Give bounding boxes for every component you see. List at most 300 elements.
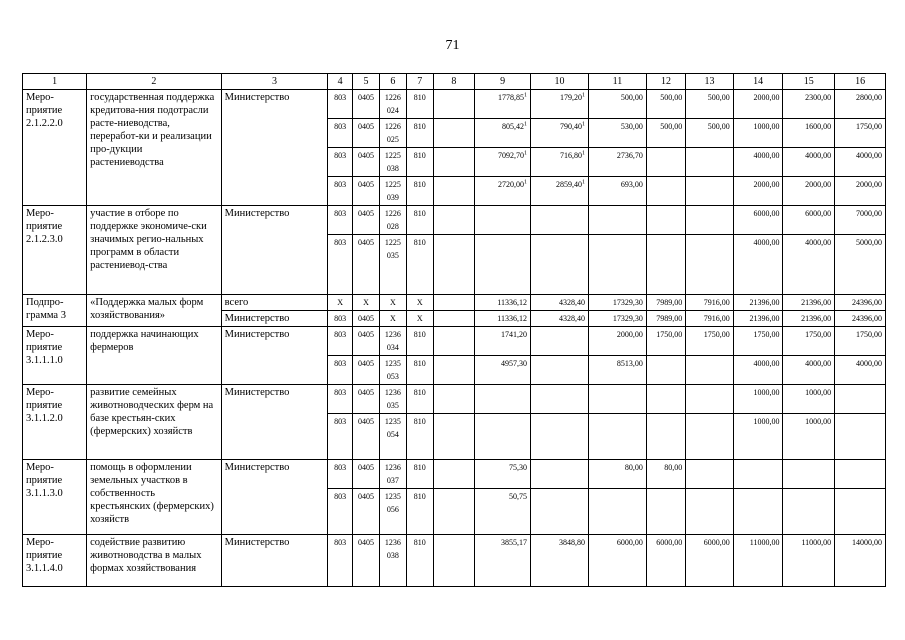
value-text: 3848,80 — [558, 538, 585, 547]
value-c9 — [475, 489, 531, 535]
code-c4: Х — [328, 295, 353, 311]
value-c16 — [835, 385, 886, 414]
value-text: 500,00 — [660, 122, 683, 131]
table-row — [23, 460, 886, 489]
code-c7: 810 — [406, 327, 433, 356]
column-number-15: 15 — [783, 74, 835, 90]
code-c6: 1226 024 — [379, 90, 406, 119]
value-text: 7989,00 — [656, 298, 683, 307]
value-c9 — [475, 295, 531, 311]
value-c9 — [475, 385, 531, 414]
value-text: 179,20 — [559, 93, 582, 102]
value-c10 — [531, 90, 589, 119]
footnote-mark: 1 — [581, 121, 585, 128]
value-text: 7092,70 — [498, 151, 524, 160]
value-c9 — [475, 327, 531, 356]
value-text: 7916,00 — [703, 314, 730, 323]
page-number: 71 — [445, 38, 460, 53]
value-c16 — [835, 119, 886, 148]
value-c10 — [531, 295, 589, 311]
value-text: 6000,00 — [656, 538, 683, 547]
code-c6: 1236 037 — [379, 460, 406, 489]
column-number-14: 14 — [733, 74, 783, 90]
value-text: 11336,12 — [497, 314, 527, 323]
value-c11 — [588, 235, 646, 295]
code-c5: 0405 — [353, 177, 380, 206]
value-c11 — [588, 177, 646, 206]
code-c8 — [433, 206, 474, 235]
value-c12 — [646, 385, 685, 414]
value-text: 500,00 — [707, 93, 730, 102]
activity-code: Меро-приятие 2.1.2.3.0 — [23, 206, 87, 295]
value-c10 — [531, 356, 589, 385]
value-c9 — [475, 356, 531, 385]
column-number-6: 6 — [379, 74, 406, 90]
code-c8 — [433, 489, 474, 535]
value-text: 1750,00 — [703, 330, 730, 339]
value-text: 1000,00 — [805, 417, 832, 426]
value-c13 — [686, 327, 734, 356]
code-c4: 803 — [328, 460, 353, 489]
value-c12 — [646, 460, 685, 489]
table-row — [23, 385, 886, 414]
value-text: 21396,00 — [801, 314, 832, 323]
value-c15 — [783, 460, 835, 489]
value-c11 — [588, 327, 646, 356]
value-c10 — [531, 235, 589, 295]
value-c13 — [686, 206, 734, 235]
value-c15 — [783, 311, 835, 327]
value-text: 17329,30 — [612, 298, 643, 307]
value-text: 11336,12 — [497, 298, 527, 307]
value-c14 — [733, 356, 783, 385]
code-c4: 803 — [328, 535, 353, 587]
table-row — [23, 295, 886, 311]
code-c6: 1225 035 — [379, 235, 406, 295]
activity-name: развитие семейных животноводческих ферм на базе крестьян-ских (фермерских) хозяйств — [87, 385, 222, 460]
column-number-10: 10 — [531, 74, 589, 90]
code-c6: 1226 025 — [379, 119, 406, 148]
column-number-11: 11 — [588, 74, 646, 90]
value-text: 1000,00 — [805, 388, 832, 397]
activity-name: помощь в оформлении земельных участков в собственность крестьянских (фермерских) хозяйств — [87, 460, 222, 535]
value-c11 — [588, 385, 646, 414]
code-c6: 1226 028 — [379, 206, 406, 235]
value-c9 — [475, 148, 531, 177]
code-c5: 0405 — [353, 148, 380, 177]
executor: Министерство — [221, 311, 328, 327]
value-text: 1000,00 — [753, 388, 780, 397]
code-c5: 0405 — [353, 535, 380, 587]
code-c8 — [433, 148, 474, 177]
code-c6: 1236 035 — [379, 385, 406, 414]
code-c4: 803 — [328, 235, 353, 295]
value-text: 17329,30 — [612, 314, 643, 323]
value-c10 — [531, 460, 589, 489]
footnote-mark: 1 — [581, 150, 585, 157]
column-number-16: 16 — [835, 74, 886, 90]
value-text: 4000,00 — [753, 238, 780, 247]
value-text: 21396,00 — [801, 298, 832, 307]
value-c13 — [686, 295, 734, 311]
value-c10 — [531, 148, 589, 177]
code-c7: Х — [406, 311, 433, 327]
value-text: 4000,00 — [856, 359, 882, 368]
value-text: 7000,00 — [856, 209, 882, 218]
value-c13 — [686, 414, 734, 460]
code-c4: 803 — [328, 177, 353, 206]
code-c8 — [433, 311, 474, 327]
value-c10 — [531, 385, 589, 414]
value-c15 — [783, 119, 835, 148]
activity-code: Меро-приятие 2.1.2.2.0 — [23, 90, 87, 206]
budget-table — [22, 73, 886, 587]
executor: Министерство — [221, 385, 328, 460]
code-c8 — [433, 460, 474, 489]
column-number-1: 1 — [23, 74, 87, 90]
value-c13 — [686, 356, 734, 385]
value-text: 21396,00 — [749, 314, 780, 323]
code-c7: 810 — [406, 206, 433, 235]
value-c12 — [646, 90, 685, 119]
value-text: 500,00 — [660, 93, 683, 102]
value-c14 — [733, 535, 783, 587]
code-c8 — [433, 235, 474, 295]
value-c16 — [835, 235, 886, 295]
code-c4: 803 — [328, 414, 353, 460]
code-c6: Х — [379, 295, 406, 311]
code-c8 — [433, 385, 474, 414]
value-c15 — [783, 356, 835, 385]
value-c12 — [646, 235, 685, 295]
value-c16 — [835, 148, 886, 177]
table-header — [23, 74, 886, 90]
code-c6: 1225 038 — [379, 148, 406, 177]
value-text: 24396,00 — [852, 298, 882, 307]
code-c7: 810 — [406, 235, 433, 295]
value-text: 1750,00 — [856, 122, 882, 131]
value-text: 6000,00 — [805, 209, 832, 218]
value-c16 — [835, 327, 886, 356]
code-c4: 803 — [328, 90, 353, 119]
value-text: 21396,00 — [749, 298, 780, 307]
value-c15 — [783, 148, 835, 177]
value-c9 — [475, 311, 531, 327]
footnote-mark: 1 — [524, 121, 527, 128]
value-c9 — [475, 414, 531, 460]
value-text: 2000,00 — [616, 330, 643, 339]
executor: Министерство — [221, 460, 328, 535]
column-number-3: 3 — [221, 74, 328, 90]
value-c15 — [783, 235, 835, 295]
value-c13 — [686, 119, 734, 148]
activity-code: Меро-приятие 3.1.1.1.0 — [23, 327, 87, 385]
value-text: 4000,00 — [856, 151, 882, 160]
value-c12 — [646, 206, 685, 235]
code-c4: 803 — [328, 327, 353, 356]
table-row — [23, 327, 886, 356]
value-c14 — [733, 206, 783, 235]
footnote-mark: 1 — [524, 179, 527, 186]
activity-name: содействие развитию животноводства в малых формах хозяйствования — [87, 535, 222, 587]
value-c15 — [783, 177, 835, 206]
footnote-mark: 1 — [581, 92, 585, 99]
value-c14 — [733, 177, 783, 206]
executor: Министерство — [221, 90, 328, 206]
value-c14 — [733, 489, 783, 535]
value-c16 — [835, 295, 886, 311]
value-text: 2000,00 — [805, 180, 832, 189]
code-c5: 0405 — [353, 90, 380, 119]
code-c4: 803 — [328, 489, 353, 535]
table-row — [23, 535, 886, 587]
value-c11 — [588, 295, 646, 311]
value-text: 6000,00 — [616, 538, 643, 547]
code-c7: 810 — [406, 177, 433, 206]
value-text: 11000,00 — [801, 538, 832, 547]
value-c9 — [475, 90, 531, 119]
column-number-13: 13 — [686, 74, 734, 90]
code-c7: Х — [406, 295, 433, 311]
value-c16 — [835, 90, 886, 119]
activity-name: участие в отборе по поддержке экономиче-ски значимых регио-нальных программ в области растениевод-ства — [87, 206, 222, 295]
table-row — [23, 206, 886, 235]
value-text: 4000,00 — [805, 238, 832, 247]
value-c12 — [646, 535, 685, 587]
value-text: 2800,00 — [856, 93, 882, 102]
value-c11 — [588, 460, 646, 489]
value-c12 — [646, 119, 685, 148]
value-c13 — [686, 235, 734, 295]
activity-code: Меро-приятие 3.1.1.4.0 — [23, 535, 87, 587]
value-text: 1778,85 — [498, 93, 524, 102]
value-c11 — [588, 206, 646, 235]
value-c9 — [475, 206, 531, 235]
value-c15 — [783, 385, 835, 414]
column-number-12: 12 — [646, 74, 685, 90]
value-text: 11000,00 — [749, 538, 780, 547]
code-c5: 0405 — [353, 414, 380, 460]
activity-code: Подпро-грамма 3 — [23, 295, 87, 327]
value-c13 — [686, 148, 734, 177]
value-text: 2000,00 — [753, 180, 780, 189]
value-text: 80,00 — [624, 463, 643, 472]
code-c5: 0405 — [353, 206, 380, 235]
value-c14 — [733, 148, 783, 177]
value-text: 5000,00 — [856, 238, 882, 247]
value-c14 — [733, 460, 783, 489]
value-c13 — [686, 385, 734, 414]
value-text: 4957,30 — [501, 359, 527, 368]
executor: Министерство — [221, 206, 328, 295]
code-c8 — [433, 535, 474, 587]
activity-code: Меро-приятие 3.1.1.2.0 — [23, 385, 87, 460]
table-body — [23, 90, 886, 587]
value-c16 — [835, 535, 886, 587]
column-number-5: 5 — [353, 74, 380, 90]
code-c5: Х — [353, 295, 380, 311]
code-c7: 810 — [406, 414, 433, 460]
value-text: 7916,00 — [703, 298, 730, 307]
activity-name: «Поддержка малых форм хозяйствования» — [87, 295, 222, 327]
code-c6: 1235 056 — [379, 489, 406, 535]
value-c10 — [531, 535, 589, 587]
value-c13 — [686, 489, 734, 535]
value-text: 500,00 — [707, 122, 730, 131]
value-c14 — [733, 414, 783, 460]
value-text: 4000,00 — [805, 359, 832, 368]
value-text: 80,00 — [664, 463, 683, 472]
value-c13 — [686, 177, 734, 206]
value-text: 1600,00 — [805, 122, 832, 131]
code-c8 — [433, 414, 474, 460]
code-c7: 810 — [406, 90, 433, 119]
value-c13 — [686, 90, 734, 119]
executor: Министерство — [221, 327, 328, 385]
value-c10 — [531, 311, 589, 327]
value-text: 1000,00 — [753, 122, 780, 131]
value-text: 790,40 — [559, 122, 582, 131]
value-c11 — [588, 414, 646, 460]
value-c10 — [531, 489, 589, 535]
code-c8 — [433, 90, 474, 119]
code-c5: 0405 — [353, 327, 380, 356]
footnote-mark: 1 — [524, 150, 527, 157]
executor: Министерство — [221, 535, 328, 587]
code-c7: 810 — [406, 460, 433, 489]
value-text: 2859,40 — [555, 180, 582, 189]
value-c15 — [783, 90, 835, 119]
value-c12 — [646, 148, 685, 177]
value-c12 — [646, 295, 685, 311]
column-number-9: 9 — [475, 74, 531, 90]
value-c12 — [646, 327, 685, 356]
value-c16 — [835, 414, 886, 460]
column-number-2: 2 — [87, 74, 222, 90]
value-c15 — [783, 489, 835, 535]
code-c7: 810 — [406, 119, 433, 148]
code-c6: Х — [379, 311, 406, 327]
value-text: 693,00 — [620, 180, 643, 189]
code-c4: 803 — [328, 385, 353, 414]
value-c15 — [783, 327, 835, 356]
code-c5: 0405 — [353, 311, 380, 327]
code-c4: 803 — [328, 311, 353, 327]
value-text: 4000,00 — [753, 359, 780, 368]
value-text: 8513,00 — [616, 359, 643, 368]
value-text: 2720,00 — [498, 180, 524, 189]
value-c12 — [646, 414, 685, 460]
code-c6: 1235 054 — [379, 414, 406, 460]
value-c15 — [783, 206, 835, 235]
value-c12 — [646, 177, 685, 206]
column-number-7: 7 — [406, 74, 433, 90]
activity-name: поддержка начинающих фермеров — [87, 327, 222, 385]
footnote-mark: 1 — [524, 92, 527, 99]
value-c11 — [588, 311, 646, 327]
code-c5: 0405 — [353, 385, 380, 414]
value-c13 — [686, 535, 734, 587]
value-c10 — [531, 327, 589, 356]
value-c12 — [646, 311, 685, 327]
value-c12 — [646, 489, 685, 535]
code-c6: 1235 053 — [379, 356, 406, 385]
value-text: 75,30 — [509, 463, 527, 472]
value-text: 2736,70 — [616, 151, 643, 160]
code-c8 — [433, 295, 474, 311]
executor-total: всего — [221, 295, 328, 311]
value-text: 2000,00 — [753, 93, 780, 102]
value-c14 — [733, 385, 783, 414]
value-text: 24396,00 — [852, 314, 882, 323]
code-c4: 803 — [328, 119, 353, 148]
value-c14 — [733, 235, 783, 295]
value-c9 — [475, 119, 531, 148]
value-text: 1741,20 — [501, 330, 527, 339]
value-text: 500,00 — [620, 93, 643, 102]
code-c5: 0405 — [353, 119, 380, 148]
code-c4: 803 — [328, 148, 353, 177]
value-c13 — [686, 460, 734, 489]
column-number-4: 4 — [328, 74, 353, 90]
value-c16 — [835, 206, 886, 235]
value-c10 — [531, 414, 589, 460]
code-c8 — [433, 327, 474, 356]
value-c14 — [733, 295, 783, 311]
value-c12 — [646, 356, 685, 385]
code-c5: 0405 — [353, 460, 380, 489]
value-text: 3855,17 — [501, 538, 527, 547]
code-c7: 810 — [406, 148, 433, 177]
code-c6: 1236 034 — [379, 327, 406, 356]
value-c16 — [835, 311, 886, 327]
value-text: 50,75 — [509, 492, 527, 501]
value-c9 — [475, 460, 531, 489]
value-text: 1750,00 — [753, 330, 780, 339]
activity-code: Меро-приятие 3.1.1.3.0 — [23, 460, 87, 535]
value-text: 4000,00 — [805, 151, 832, 160]
value-c10 — [531, 119, 589, 148]
value-text: 1750,00 — [805, 330, 832, 339]
code-c7: 810 — [406, 489, 433, 535]
column-number-8: 8 — [433, 74, 474, 90]
value-text: 2000,00 — [856, 180, 882, 189]
code-c4: 803 — [328, 356, 353, 385]
value-text: 6000,00 — [753, 209, 780, 218]
value-c11 — [588, 356, 646, 385]
value-c14 — [733, 327, 783, 356]
column-number-row — [23, 74, 886, 90]
value-c9 — [475, 177, 531, 206]
value-text: 4000,00 — [753, 151, 780, 160]
code-c8 — [433, 177, 474, 206]
code-c8 — [433, 356, 474, 385]
code-c7: 810 — [406, 385, 433, 414]
value-text: 530,00 — [620, 122, 643, 131]
code-c6: 1236 038 — [379, 535, 406, 587]
value-text: 14000,00 — [852, 538, 882, 547]
code-c6: 1225 039 — [379, 177, 406, 206]
value-c9 — [475, 235, 531, 295]
value-c14 — [733, 311, 783, 327]
value-c10 — [531, 206, 589, 235]
code-c5: 0405 — [353, 356, 380, 385]
value-c9 — [475, 535, 531, 587]
code-c7: 810 — [406, 535, 433, 587]
value-text: 6000,00 — [703, 538, 730, 547]
code-c5: 0405 — [353, 235, 380, 295]
value-c11 — [588, 489, 646, 535]
